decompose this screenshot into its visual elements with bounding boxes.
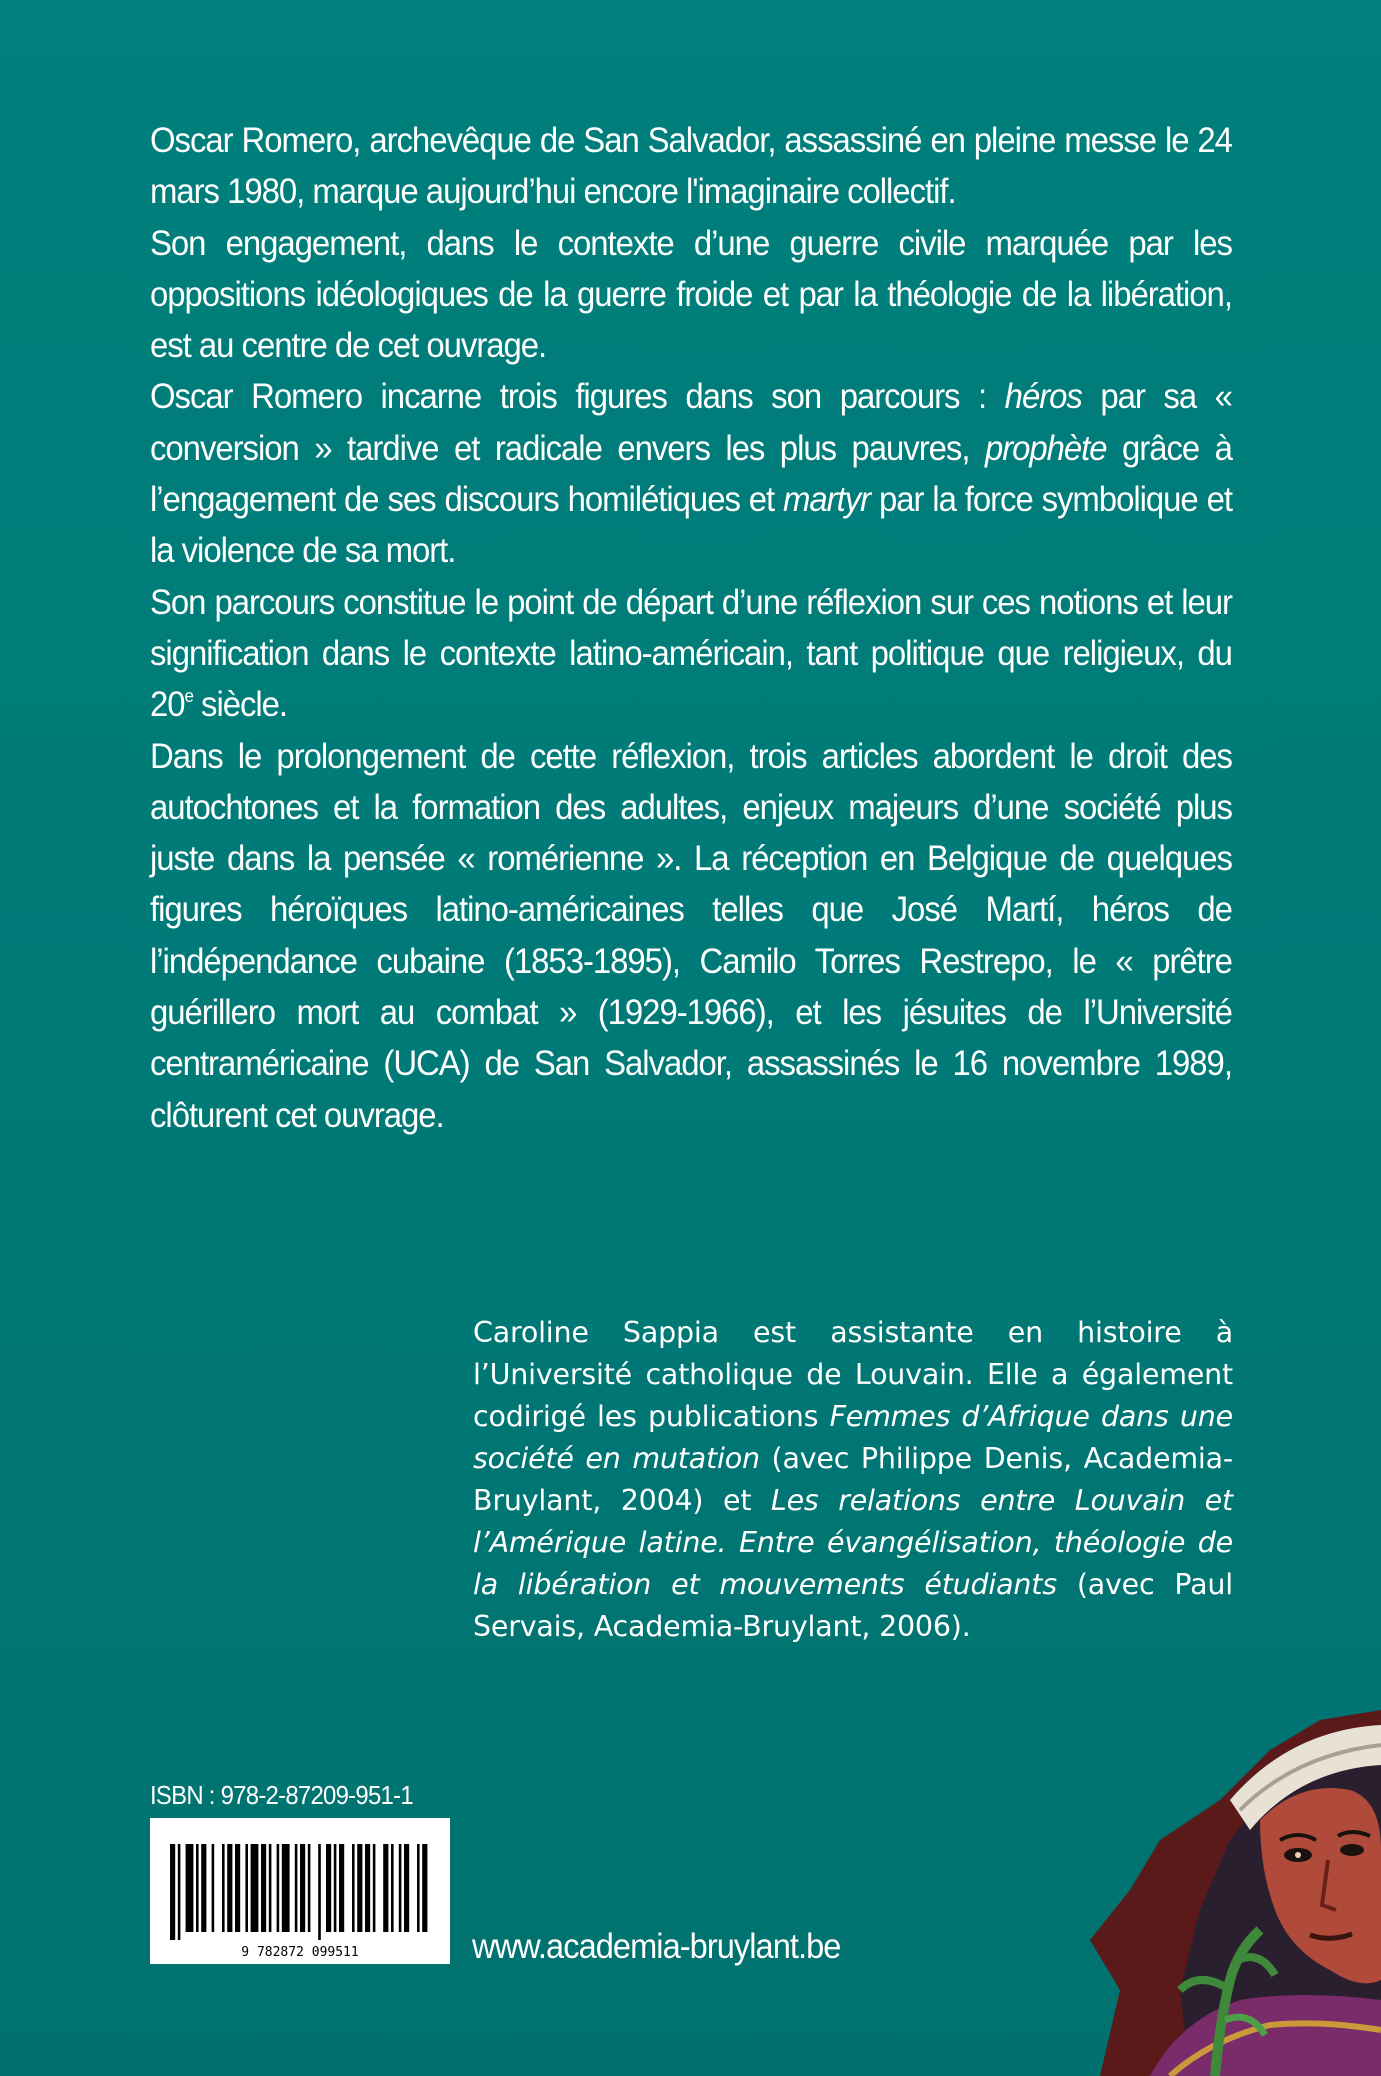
barcode-bar: [170, 1844, 175, 1940]
barcode-bar: [365, 1844, 370, 1932]
barcode-digits: 9 782872 099511: [241, 1945, 359, 1960]
book-description: [150, 115, 1232, 1141]
barcode-bar: [404, 1844, 409, 1932]
barcode-bar: [383, 1844, 388, 1932]
description-paragraph-4: Son parcours constitue le point de départ d’une réflexion sur ces notions et leur signification dans le contexte latino-américain, tant politique que religieux, du 20e siècle.: [150, 582, 1232, 725]
description-paragraph-2: Son engagement, dans le contexte d’une guerre civile marquée par les oppositions idéologiques de la guerre froide et par la théologie de la libération, est au centre de cet ouvrage.: [150, 223, 1232, 366]
barcode-bar: [352, 1844, 355, 1932]
portrait-illustration: [1060, 1690, 1381, 2076]
barcode-bar: [334, 1844, 337, 1932]
barcode-bar: [235, 1844, 240, 1932]
term-martyr: martyr: [783, 480, 871, 520]
author-bio: Caroline Sappia est assistante en histoire à l’Université catholique de Louvain. Elle a également codirigé les publications Femmes d’Afrique dans une société en mutation (avec Philippe Denis, Academia-Bruylant, 2004) et Les relations entre Louvain et l’Amérique latine. Entre évangélisation, théologie de la libération et mouvements étudiants (avec Paul Servais, Academia-Bruylant, 2006).: [473, 1316, 1234, 1643]
description-paragraph-1: Oscar Romero, archevêque de San Salvador, assassiné en pleine messe le 24 mars 1980, marque aujourd’hui encore l'imaginaire collectif.: [150, 121, 1232, 212]
barcode-bar: [261, 1844, 266, 1932]
barcode-bar: [399, 1844, 402, 1932]
barcode-bar: [282, 1844, 290, 1932]
barcode-bar: [326, 1844, 331, 1932]
publication-title-2: Les relations entre Louvain et l’Amérique latine. Entre évangélisation, théologie de la libération et mouvements étudiants: [473, 1484, 1233, 1601]
barcode-bar: [318, 1844, 321, 1940]
barcode: [150, 1818, 450, 1964]
publication-title-1: Femmes d’Afrique dans une société en mutation: [473, 1400, 1233, 1475]
barcode-bar: [300, 1844, 305, 1932]
barcode-bar: [251, 1844, 259, 1932]
barcode-bar: [222, 1844, 225, 1932]
barcode-bar: [339, 1844, 344, 1932]
barcode-bar: [212, 1844, 215, 1932]
barcode-bar: [422, 1844, 427, 1932]
term-prophete: prophète: [984, 428, 1107, 468]
barcode-bar: [245, 1844, 248, 1932]
barcode-bar: [391, 1844, 394, 1932]
barcode-bar: [201, 1844, 206, 1932]
barcode-bar: [196, 1844, 199, 1932]
barcode-bar: [373, 1844, 376, 1932]
barcode-bar: [308, 1844, 311, 1932]
publisher-website: www.academia-bruylant.be: [472, 1927, 841, 1966]
description-paragraph-5: Dans le prolongement de cette réflexion, trois articles abordent le droit des autochtones et la formation des adultes, enjeux majeurs d’une société plus juste dans la pensée « romérienne ». La réception en Belgique de quelques figures héroïques latino-américaines telles que José Martí, héros de l’indépendance cubaine (1853-1895), Camilo Torres Restrepo, le « prêtre guérillero mort au combat » (1929-1966), et les jésuites de l’Université centraméricaine (UCA) de San Salvador, assassinés le 16 novembre 1989, clôturent cet ouvrage.: [150, 736, 1232, 1135]
barcode-bar: [417, 1844, 420, 1932]
barcode-bar: [227, 1844, 232, 1932]
term-heros: héros: [1004, 377, 1082, 417]
barcode-bar: [269, 1844, 272, 1932]
description-paragraph-3: Oscar Romero incarne trois figures dans son parcours : héros par sa « conversion » tardive et radicale envers les plus pauvres, prophète grâce à l’engagement de ses discours homilétiques et martyr par la force symbolique et la violence de sa mort.: [150, 377, 1232, 571]
barcode-bar: [178, 1844, 181, 1940]
isbn-label: ISBN : 978-2-87209-951-1: [150, 1780, 413, 1810]
barcode-bar: [277, 1844, 280, 1932]
barcode-bar: [295, 1844, 298, 1932]
barcode-bar: [186, 1844, 194, 1932]
barcode-bar: [357, 1844, 362, 1932]
barcode-graphic: [150, 1818, 450, 1964]
